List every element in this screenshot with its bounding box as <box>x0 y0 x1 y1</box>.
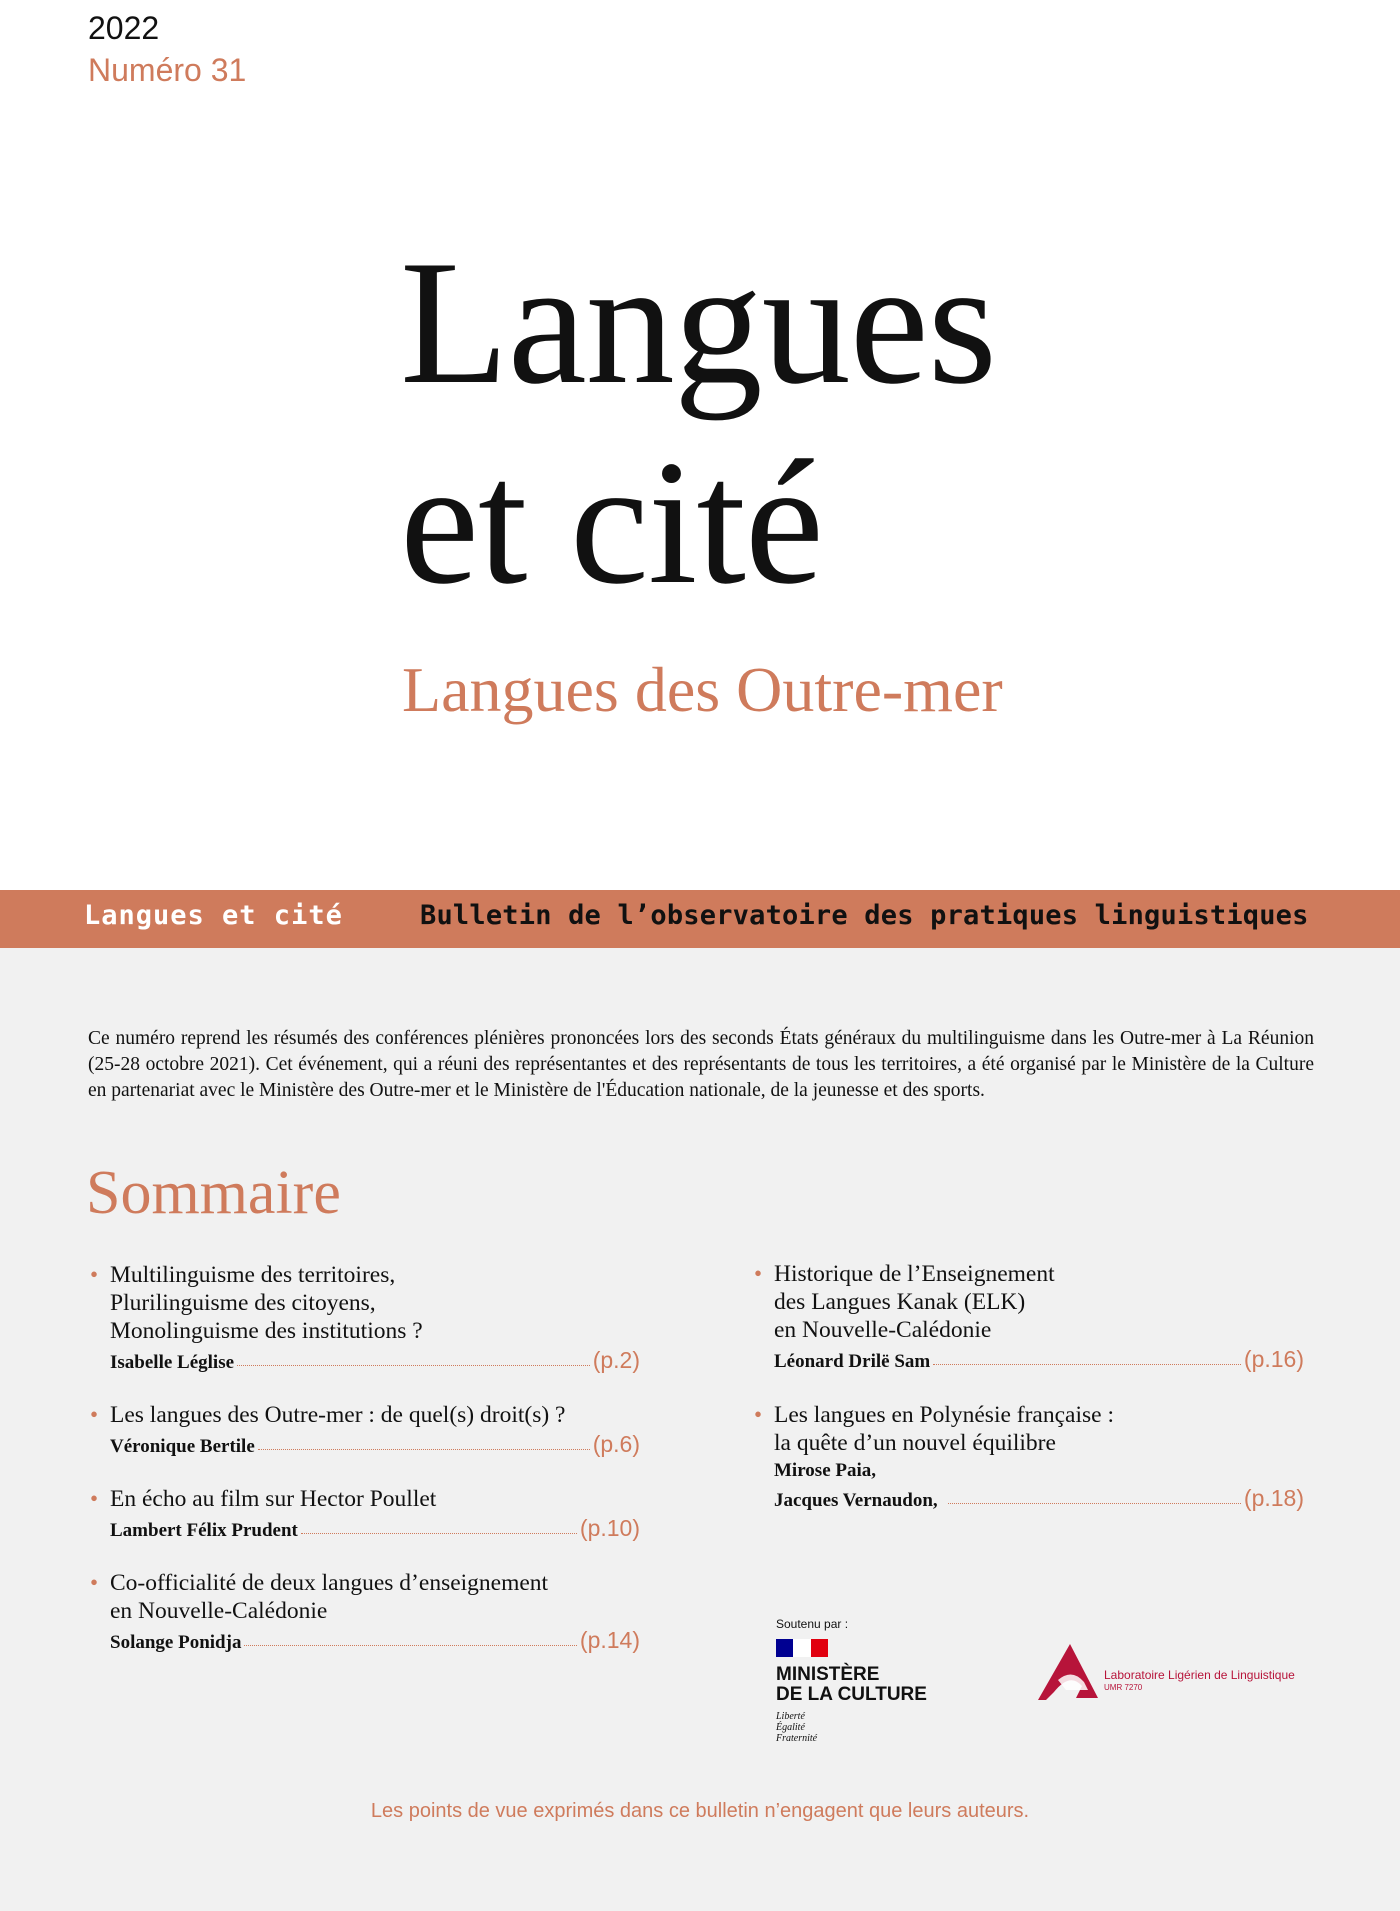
toc-author: Mirose Paia, <box>774 1460 877 1481</box>
toc-author: Isabelle Léglise <box>110 1352 235 1373</box>
toc-leader-dots <box>948 1503 1241 1504</box>
motto-word: Liberté <box>776 1711 805 1722</box>
toc-leader-dots <box>237 1365 590 1366</box>
toc-page-ref[interactable]: (p.14) <box>579 1627 640 1653</box>
bullet-icon: • <box>754 1402 763 1427</box>
toc-title-line: Multilinguisme des territoires, <box>110 1262 396 1288</box>
toc-author-row <box>774 1346 1304 1376</box>
issue-number: Numéro 31 <box>88 52 247 88</box>
motto-word: Égalité <box>776 1722 805 1733</box>
toc-entry[interactable] <box>90 1401 640 1461</box>
toc-title-line: Historique de l’Enseignement <box>774 1261 1055 1287</box>
band-tagline: Bulletin de l’observatoire des pratiques linguistiques <box>420 900 1309 931</box>
flag-blue-stripe <box>776 1639 793 1657</box>
intro-paragraph: Ce numéro reprend les résumés des conférences plénières prononcées lors des seconds États généraux du multilinguisme dans les Outre-mer à La Réunion (25-28 octobre 2021). Cet événement, qui a réuni des représentantes et des représentants de tous les territoires, a été organisé par le Ministère de la Culture en partenariat avec le Ministère des Outre-mer et le Ministère de l'Éducation nationale, de la jeunesse et des sports. <box>88 1028 1314 1101</box>
toc-title-line: En écho au film sur Hector Poullet <box>110 1486 437 1512</box>
band-title: Langues et cité <box>84 900 343 931</box>
sommaire-heading: Sommaire <box>86 1159 341 1227</box>
toc-entry[interactable] <box>754 1260 1304 1376</box>
toc-page-ref[interactable]: (p.2) <box>592 1347 640 1373</box>
toc-author: Solange Ponidja <box>110 1632 242 1653</box>
toc-title-line: la quête d’un nouvel équilibre <box>774 1430 1056 1456</box>
header-band <box>0 890 1400 948</box>
publication-year: 2022 <box>88 10 160 46</box>
flag-white-stripe <box>793 1639 810 1657</box>
bulletin-title-line-1: Langues <box>400 223 997 421</box>
lab-triangle-icon <box>1036 1642 1100 1702</box>
toc-author-row <box>110 1515 640 1545</box>
toc-title-line: des Langues Kanak (ELK) <box>774 1289 1026 1315</box>
bullet-icon: • <box>90 1402 99 1427</box>
toc-page-ref[interactable]: (p.18) <box>1243 1485 1304 1511</box>
supported-by-label: Soutenu par : <box>776 1617 849 1631</box>
bulletin-title <box>400 222 996 622</box>
toc-author: Jacques Vernaudon, <box>774 1490 938 1511</box>
toc-author-row <box>110 1431 640 1461</box>
toc-author: Véronique Bertile <box>110 1436 255 1457</box>
toc-title-line: Monolinguisme des institutions ? <box>110 1318 423 1344</box>
bullet-icon: • <box>754 1261 763 1286</box>
republic-motto <box>776 1711 956 1744</box>
toc-title-line: Les langues en Polynésie française : <box>774 1402 1114 1428</box>
toc-title-line: en Nouvelle-Calédonie <box>110 1598 328 1624</box>
toc-entry[interactable] <box>90 1485 640 1545</box>
toc-title-line: en Nouvelle-Calédonie <box>774 1317 992 1343</box>
motto-word: Fraternité <box>776 1733 818 1744</box>
toc-page-ref[interactable]: (p.16) <box>1243 1346 1304 1372</box>
bullet-icon: • <box>90 1570 99 1595</box>
bulletin-title-line-2: et cité <box>400 423 823 621</box>
toc-author: Léonard Drilë Sam <box>774 1351 931 1372</box>
disclaimer-text: Les points de vue exprimés dans ce bulletin n’engagent que leurs auteurs. <box>370 1800 1030 1822</box>
toc-leader-dots <box>301 1533 577 1534</box>
toc-title-line: Plurilinguisme des citoyens, <box>110 1290 376 1316</box>
french-flag-icon <box>776 1639 828 1657</box>
toc-entry[interactable] <box>754 1401 1304 1515</box>
lab-logo <box>1036 1642 1336 1702</box>
toc-author-row <box>110 1347 640 1377</box>
toc-entry[interactable] <box>90 1261 640 1377</box>
issue-theme-subtitle: Langues des Outre-mer <box>402 654 1003 725</box>
bullet-icon: • <box>90 1486 99 1511</box>
bullet-icon: • <box>90 1262 99 1287</box>
toc-author-row <box>774 1485 1304 1515</box>
toc-page-ref[interactable]: (p.6) <box>592 1431 640 1457</box>
toc-title-line: Les langues des Outre-mer : de quel(s) droit(s) ? <box>110 1402 566 1428</box>
toc-leader-dots <box>933 1364 1241 1365</box>
toc-author: Lambert Félix Prudent <box>110 1520 298 1541</box>
toc-page-ref[interactable]: (p.10) <box>579 1515 640 1541</box>
ministry-name-line-2: DE LA CULTURE <box>776 1684 927 1705</box>
lab-name: Laboratoire Ligérien de Linguistique <box>1104 1668 1295 1682</box>
ministry-name-line-1: MINISTÈRE <box>776 1664 880 1685</box>
toc-author-row <box>110 1627 640 1657</box>
ministry-name <box>776 1665 956 1705</box>
ministry-of-culture-logo <box>776 1639 956 1749</box>
toc-leader-dots <box>244 1645 576 1646</box>
toc-entry[interactable] <box>90 1569 640 1657</box>
flag-red-stripe <box>811 1639 828 1657</box>
lab-code: UMR 7270 <box>1104 1683 1143 1692</box>
toc-title-line: Co-officialité de deux langues d’enseignement <box>110 1570 549 1596</box>
toc-leader-dots <box>258 1449 590 1450</box>
